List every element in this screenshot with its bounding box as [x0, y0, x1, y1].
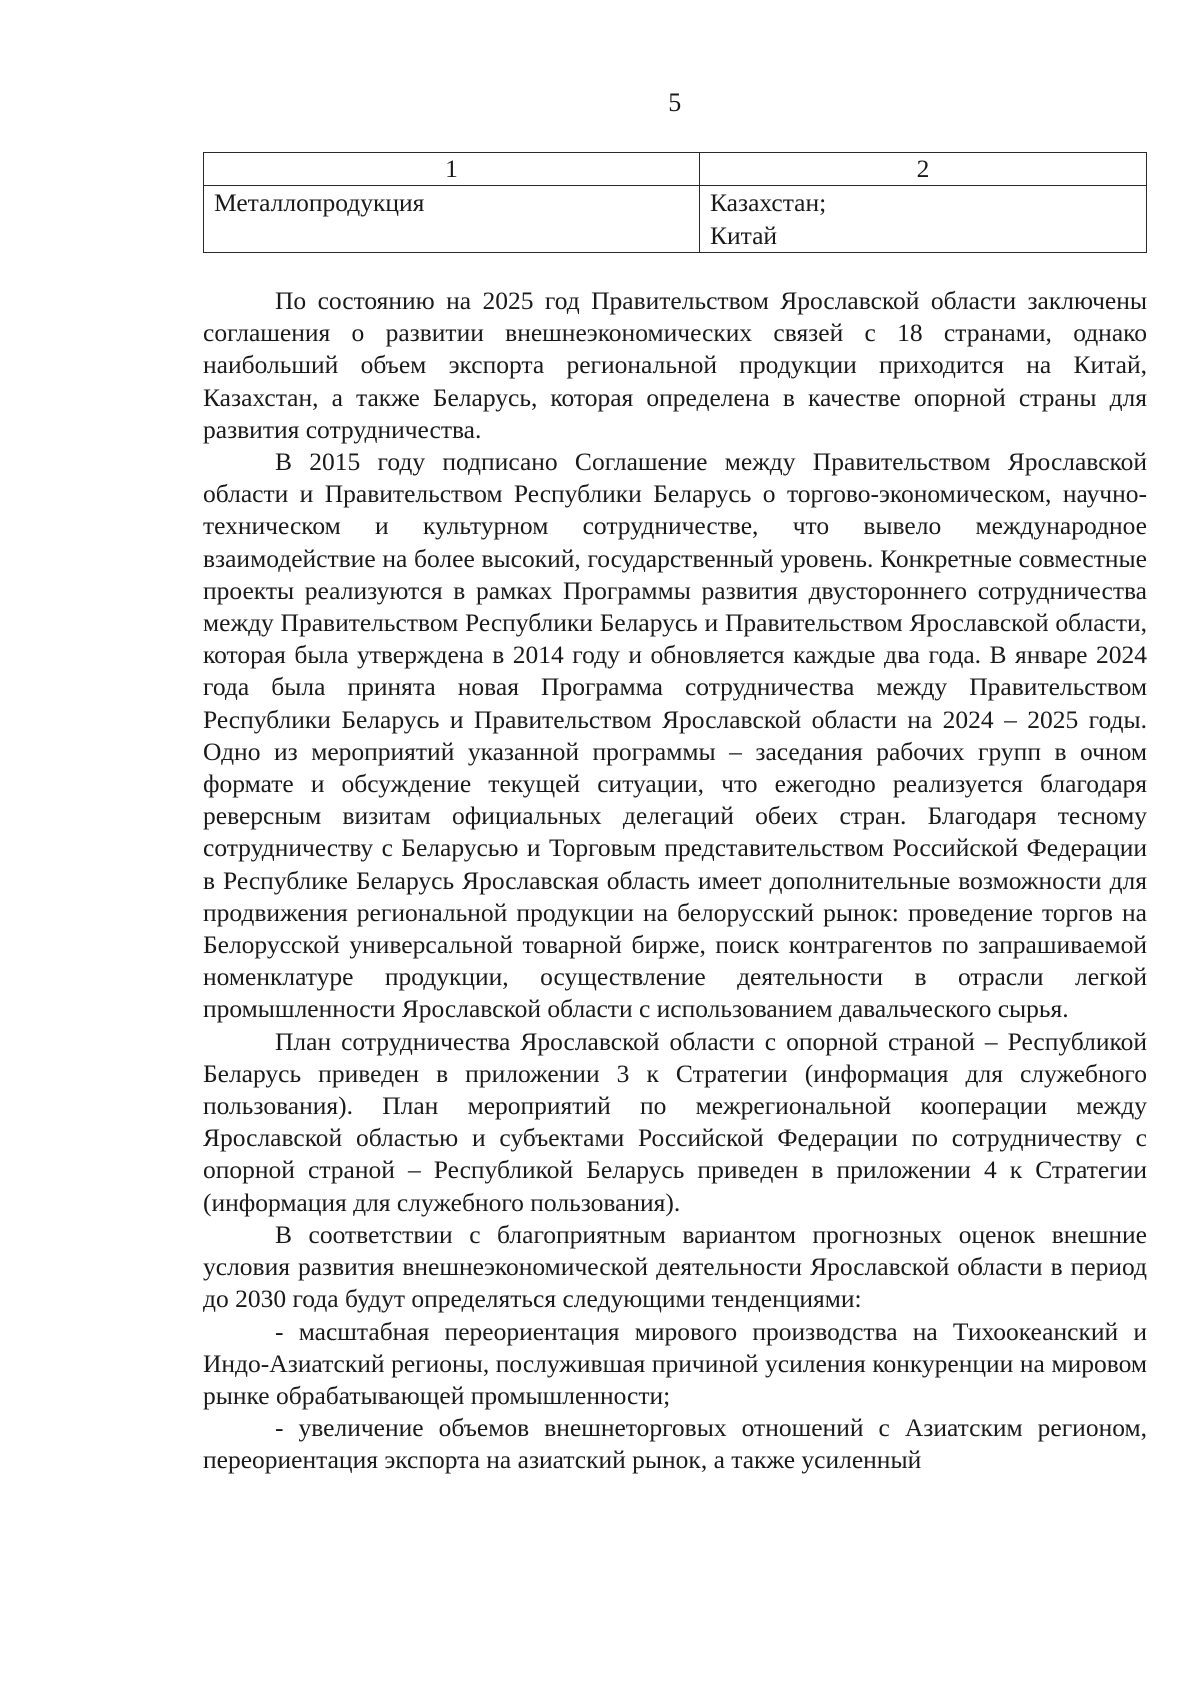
paragraph-belarus-agreement: В 2015 году подписано Соглашение между Правительством Ярославской области и Правительством Республики Беларусь о торгово-экономическом, научно-техническом и культурном сотрудничестве, что вывело международное взаимодействие на более высокий, государственный уровень. Конкретные совместные проекты реализуются в рамках Программы развития двустороннего сотрудничества между Правительством Республики Беларусь и Правительством Ярославской области, которая была утверждена в 2014 году и обновляется каждые два года. В январе 2024 года была принята новая Программа сотрудничества между Правительством Республики Беларусь и Правительством Ярославской области на 2024 – 2025 годы. Одно из мероприятий указанной программы – заседания рабочих групп в очном формате и обсуждение текущей ситуации, что ежегодно реализуется благодаря реверсным визитам официальных делегаций обеих стран. Благодаря тесному сотрудничеству с Беларусью и Торговым представительством Российской Федерации в Республике Беларусь Ярославская область имеет дополнительные возможности для продвижения региональной продукции на белорусский рынок: проведение торгов на Белорусской универсальной товарной бирже, поиск контрагентов по запрашиваемой номенклатуре продукции, осуществление деятельности в отрасли легкой промышленности Ярославской области с использованием давальческого сырья.	[203, 447, 1147, 1024]
table-header-col-2: 2	[700, 153, 1147, 186]
paragraph-agreements: По состоянию на 2025 год Правительством Ярославской области заключены соглашения о развитии внешнеэкономических связей с 18 странами, однако наибольший объем экспорта региональной продукции приходится на Китай, Казахстан, а также Беларусь, которая определена в качестве опорной страны для развития сотрудничества.	[203, 286, 1147, 444]
table-header-row	[204, 153, 1147, 186]
table-header-col-1: 1	[204, 153, 700, 186]
document-body	[203, 285, 1147, 1477]
table-cell-product: Металлопродукция	[204, 186, 700, 253]
paragraph-forecast: В соответствии с благоприятным вариантом прогнозных оценок внешние условия развития внешнеэкономической деятельности Ярославской области в период до 2030 года будут определяться следующими тенденциями:	[203, 1219, 1147, 1314]
table-cell-countries	[700, 186, 1147, 253]
bullet-item: - масштабная переориентация мирового производства на Тихоокеанский и Индо-Азиатский регионы, послужившая причиной усиления конкуренции на мировом рынке обрабатывающей промышленности;	[203, 1316, 1147, 1410]
country-item: Казахстан;	[710, 188, 827, 217]
country-item: Китай	[710, 221, 778, 250]
bullet-item: - увеличение объемов внешнеторговых отношений с Азиатским регионом, переориентация экспорта на азиатский рынок, а также усиленный	[203, 1413, 1147, 1475]
page-number: 5	[668, 88, 682, 117]
table-row	[204, 186, 1147, 253]
paragraph-cooperation-plan: План сотрудничества Ярославской области с опорной страной – Республикой Беларусь приведен в приложении 3 к Стратегии (информация для служебного пользования). План мероприятий по межрегиональной кооперации между Ярославской областью и субъектами Российской Федерации по сотрудничеству с опорной страной – Республикой Беларусь приведен в приложении 4 к Стратегии (информация для служебного пользования).	[203, 1026, 1147, 1217]
product-country-table	[203, 152, 1147, 253]
